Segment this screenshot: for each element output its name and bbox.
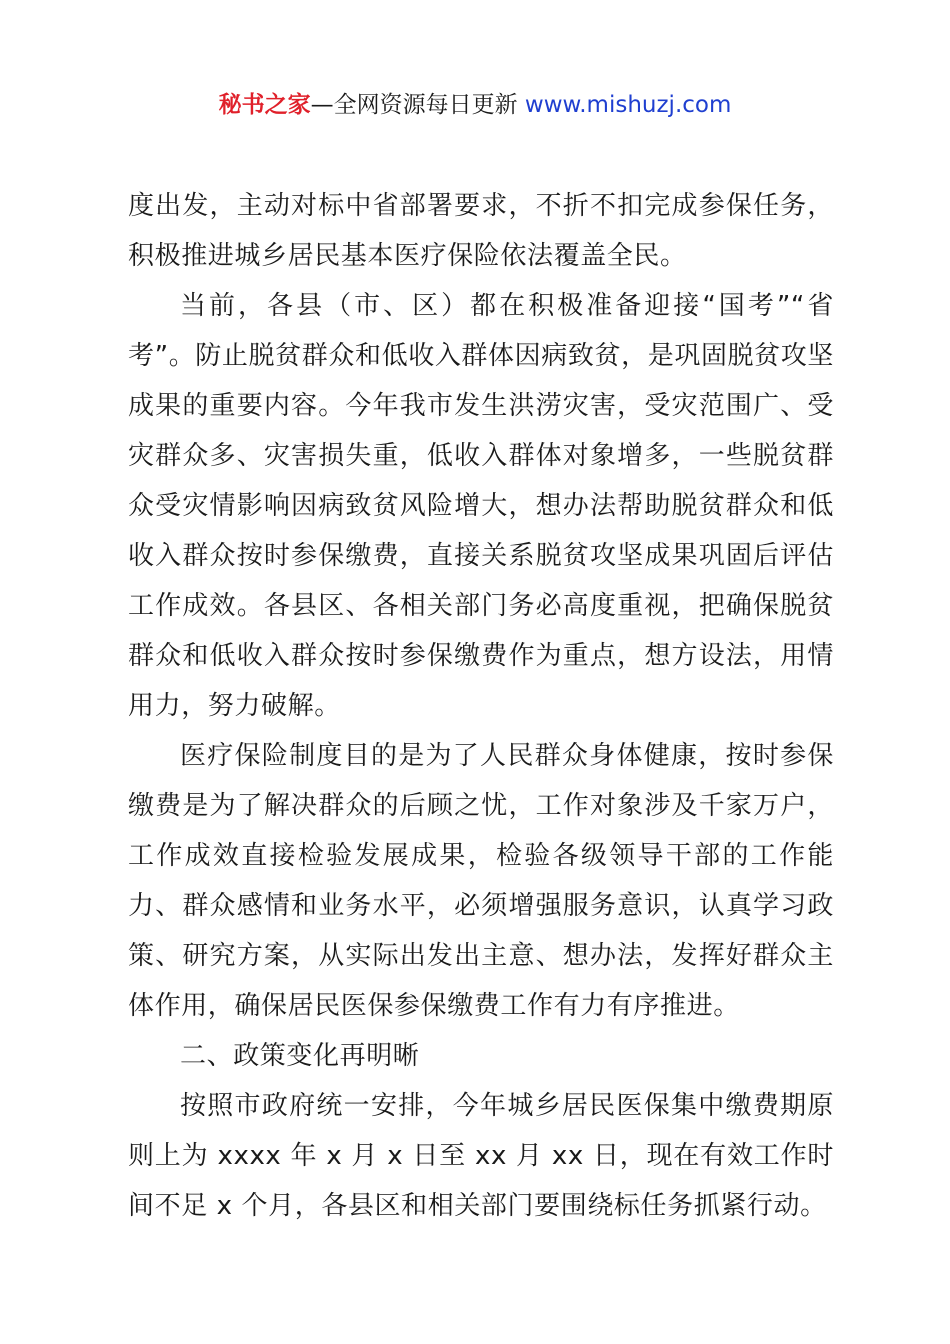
paragraph-current-situation: 当前，各县（市、区）都在积极准备迎接“国考”“省考”。防止脱贫群众和低收入群体因病致贫，是巩固脱贫攻坚成果的重要内容。今年我市发生洪涝灾害，受灾范围广、受灾群众多、灾害损失重，低收入群体对象增多，一些脱贫群众受灾情影响因病致贫风险增大，想办法帮助脱贫群众和低收入群众按时参保缴费，直接关系脱贫攻坚成果巩固后评估工作成效。各县区、各相关部门务必高度重视，把确保脱贫群众和低收入群众按时参保缴费作为重点，想方设法，用情用力，努力破解。 — [128, 291, 834, 721]
document-body — [128, 181, 834, 1231]
paragraph-continuation: 度出发，主动对标中省部署要求，不折不扣完成参保任务，积极推进城乡居民基本医疗保险依法覆盖全民。 — [128, 191, 834, 271]
header-url[interactable]: www.mishuzj.com — [524, 92, 732, 118]
header-slogan: —全网资源每日更新 — [310, 92, 525, 118]
paragraph-insurance-purpose: 医疗保险制度目的是为了人民群众身体健康，按时参保缴费是为了解决群众的后顾之忧，工作对象涉及千家万户，工作成效直接检验发展成果，检验各级领导干部的工作能力、群众感情和业务水平，必须增强服务意识，认真学习政策、研究方案，从实际出发出主意、想办法，发挥好群众主体作用，确保居民医保参保缴费工作有力有序推进。 — [128, 741, 834, 1021]
section-heading-policy: 二、政策变化再明晰 — [180, 1041, 420, 1071]
paragraph-payment-period: 按照市政府统一安排，今年城乡居民医保集中缴费期原则上为 xxxx 年 x 月 x 日至 xx 月 xx 日，现在有效工作时间不足 x 个月，各县区和相关部门要围绕标任务抓紧行动。 — [128, 1091, 834, 1221]
brand-name: 秘书之家 — [218, 92, 311, 118]
page-header — [0, 88, 950, 122]
